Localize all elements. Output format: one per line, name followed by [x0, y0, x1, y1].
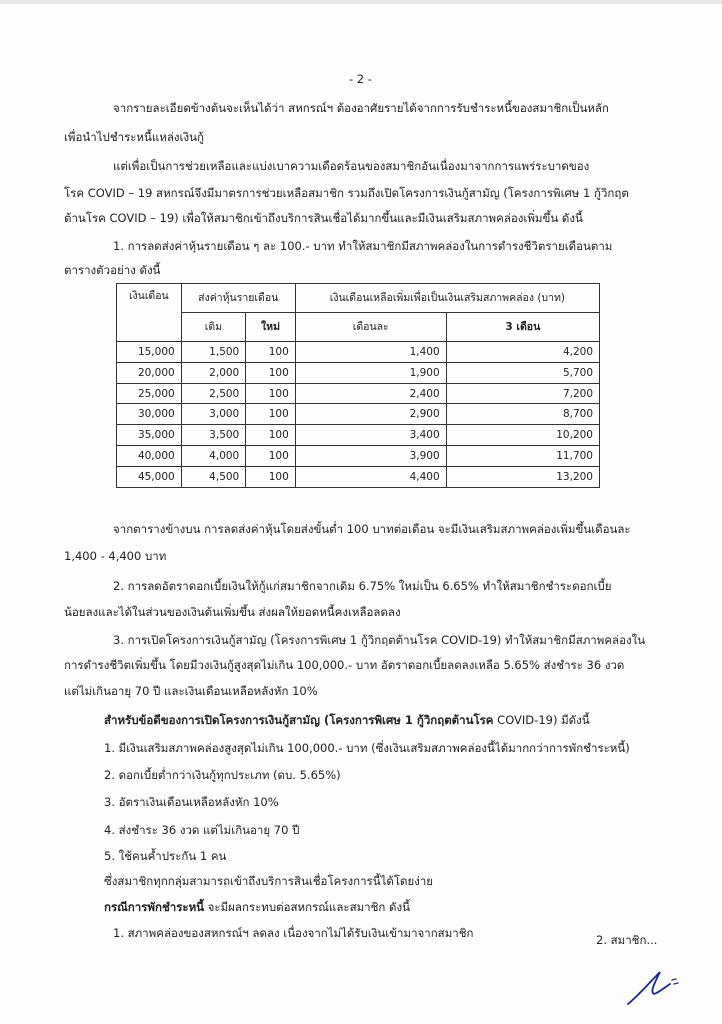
- scan-top-edge: [0, 0, 722, 4]
- cell-salary: 45,000: [117, 467, 182, 488]
- cell-salary: 40,000: [117, 446, 182, 467]
- cell-salary: 15,000: [117, 341, 182, 362]
- header-old: เดิม: [181, 312, 246, 341]
- benefit-item: 1. มีเงินเสริมสภาพคล่องสูงสุดไม่เกิน 100,000.- บาท (ซึ่งเงินเสริมสภาพคล่องนี้ได้มากกว่าการพักชำระหนี้): [104, 741, 630, 755]
- paragraph-4-line-2: 1,400 - 4,400 บาท: [64, 549, 167, 563]
- cell-old-shares: 3,500: [181, 425, 246, 446]
- paragraph-8-bold: กรณีการพักชำระหนี้: [104, 900, 205, 914]
- header-per-month: เดือนละ: [295, 312, 446, 341]
- header-3-months: 3 เดือน: [446, 312, 599, 341]
- benefit-item: 5. ใช้คนค้ำประกัน 1 คน: [104, 849, 227, 863]
- paragraph-4-line-1: จากตารางข้างบน การลดส่งค่าหุ้นโดยส่งขั้นต่ำ 100 บาทต่อเดือน จะมีเงินเสริมสภาพคล่องเพิ่มขึ้นเดือนละ: [113, 522, 631, 536]
- table-row: [117, 362, 600, 383]
- header-new: ใหม่: [246, 312, 296, 341]
- cell-salary: 30,000: [117, 404, 182, 425]
- paragraph-8: [104, 899, 410, 917]
- table-row: [117, 404, 600, 425]
- signature-mark: [620, 960, 690, 1010]
- header-monthly-shares: ส่งค่าหุ้นรายเดือน: [181, 284, 295, 313]
- paragraph-5-line-1: 2. การลดอัตราดอกเบี้ยเงินให้กู้แก่สมาชิกจากเดิม 6.75% ใหม่เป็น 6.65% ทำให้สมาชิกชำระดอกเบี้ย: [113, 579, 612, 593]
- cell-old-shares: 2,000: [181, 362, 246, 383]
- cell-new-shares: 100: [246, 383, 296, 404]
- benefit-item: 4. ส่งชำระ 36 งวด แต่ไม่เกินอายุ 70 ปี: [104, 823, 300, 837]
- paragraph-6-line-1: 3. การเปิดโครงการเงินกู้สามัญ (โครงการพิเศษ 1 กู้วิกฤตต้านโรค COVID-19) ทำให้สมาชิกมีสภาพคล่องใน: [113, 633, 646, 647]
- table-row: [117, 341, 600, 362]
- cell-per-month: 2,400: [295, 383, 446, 404]
- cell-per-month: 3,400: [295, 425, 446, 446]
- cell-3-months: 10,200: [446, 425, 599, 446]
- page-number: - 2 -: [349, 72, 372, 86]
- cell-3-months: 11,700: [446, 446, 599, 467]
- cell-new-shares: 100: [246, 404, 296, 425]
- cell-salary: 20,000: [117, 362, 182, 383]
- cell-3-months: 4,200: [446, 341, 599, 362]
- share-reduction-table: [116, 283, 600, 488]
- benefits-heading-bold: สำหรับข้อดีของการเปิดโครงการเงินกู้สามัญ (โครงการพิเศษ 1 กู้วิกฤตต้านโรค: [104, 713, 494, 727]
- paragraph-2-line-3: ต้านโรค COVID – 19) เพื่อให้สมาชิกเข้าถึงบริการสินเชื่อได้มากขึ้นและมีเงินเสริมสภาพคล่องเพิ่มขึ้น ดังนี้: [64, 211, 583, 225]
- cell-old-shares: 2,500: [181, 383, 246, 404]
- cell-new-shares: 100: [246, 467, 296, 488]
- benefits-heading-rest: COVID-19) มีดังนี้: [493, 713, 590, 727]
- cell-old-shares: 4,000: [181, 446, 246, 467]
- cell-new-shares: 100: [246, 446, 296, 467]
- paragraph-6-line-3: แต่ไม่เกินอายุ 70 ปี และเงินเดือนเหลือหลังหัก 10%: [64, 684, 318, 698]
- paragraph-8-rest: จะมีผลกระทบต่อสหกรณ์และสมาชิก ดังนี้: [204, 900, 410, 914]
- cell-per-month: 4,400: [295, 467, 446, 488]
- paragraph-6-line-2: การดำรงชีวิตเพิ่มขึ้น โดยมีวงเงินกู้สูงสุดไม่เกิน 100,000.- บาท อัตราดอกเบี้ยลดลงเหลือ 5.65% ส่งชำระ 36 งวด: [64, 658, 625, 672]
- paragraph-9: 1. สภาพคล่องของสหกรณ์ฯ ลดลง เนื่องจากไม่ได้รับเงินเข้ามาจากสมาชิก: [113, 926, 474, 940]
- cell-3-months: 13,200: [446, 467, 599, 488]
- cell-3-months: 7,200: [446, 383, 599, 404]
- cell-per-month: 1,900: [295, 362, 446, 383]
- continuation-marker: 2. สมาชิก...: [596, 933, 658, 947]
- paragraph-1-line-1: จากรายละเอียดข้างต้นจะเห็นได้ว่า สหกรณ์ฯ ต้องอาศัยรายได้จากการรับชำระหนี้ของสมาชิกเป็นหลัก: [113, 101, 609, 115]
- header-salary: เงินเดือน: [117, 284, 182, 342]
- table-header-row: [117, 284, 600, 313]
- table-subheader-row: [117, 312, 600, 341]
- cell-salary: 35,000: [117, 425, 182, 446]
- paragraph-5-line-2: น้อยลงและได้ในส่วนของเงินต้นเพิ่มขึ้น ส่งผลให้ยอดหนี้คงเหลือลดลง: [64, 605, 401, 619]
- cell-per-month: 1,400: [295, 341, 446, 362]
- table-row: [117, 467, 600, 488]
- paragraph-3-line-2: ตารางตัวอย่าง ดังนี้: [64, 263, 161, 277]
- cell-salary: 25,000: [117, 383, 182, 404]
- cell-per-month: 2,900: [295, 404, 446, 425]
- cell-old-shares: 4,500: [181, 467, 246, 488]
- cell-3-months: 5,700: [446, 362, 599, 383]
- benefit-item: 2. ดอกเบี้ยต่ำกว่าเงินกู้ทุกประเภท (ดบ. 5.65%): [104, 768, 341, 782]
- table-row: [117, 425, 600, 446]
- cell-new-shares: 100: [246, 341, 296, 362]
- paragraph-7: ซึ่งสมาชิกทุกกลุ่มสามารถเข้าถึงบริการสินเชื่อโครงการนี้ได้โดยง่าย: [104, 874, 434, 888]
- paragraph-2-line-2: โรค COVID – 19 สหกรณ์จึงมีมาตรการช่วยเหลือสมาชิก รวมถึงเปิดโครงการเงินกู้สามัญ (โครงการพิเศษ 1 กู้วิกฤต: [64, 186, 629, 200]
- cell-new-shares: 100: [246, 362, 296, 383]
- paragraph-2-line-1: แต่เพื่อเป็นการช่วยเหลือและแบ่งเบาความเดือดร้อนของสมาชิกอันเนื่องมาจากการแพร่ระบาดของ: [113, 159, 590, 173]
- benefit-item: 3. อัตราเงินเดือนเหลือหลังหัก 10%: [104, 795, 279, 809]
- cell-per-month: 3,900: [295, 446, 446, 467]
- paragraph-3-line-1: 1. การลดส่งค่าหุ้นรายเดือน ๆ ละ 100.- บาท ทำให้สมาชิกมีสภาพคล่องในการดำรงชีวิตรายเดือนตาม: [113, 239, 613, 253]
- table-row: [117, 383, 600, 404]
- header-remaining-salary: เงินเดือนเหลือเพิ่มเพื่อเป็นเงินเสริมสภาพคล่อง (บาท): [295, 284, 599, 313]
- cell-new-shares: 100: [246, 425, 296, 446]
- paragraph-1-line-2: เพื่อนำไปชำระหนี้แหล่งเงินกู้: [64, 130, 204, 144]
- table-row: [117, 446, 600, 467]
- benefits-heading: [104, 712, 590, 730]
- cell-old-shares: 3,000: [181, 404, 246, 425]
- cell-3-months: 8,700: [446, 404, 599, 425]
- cell-old-shares: 1,500: [181, 341, 246, 362]
